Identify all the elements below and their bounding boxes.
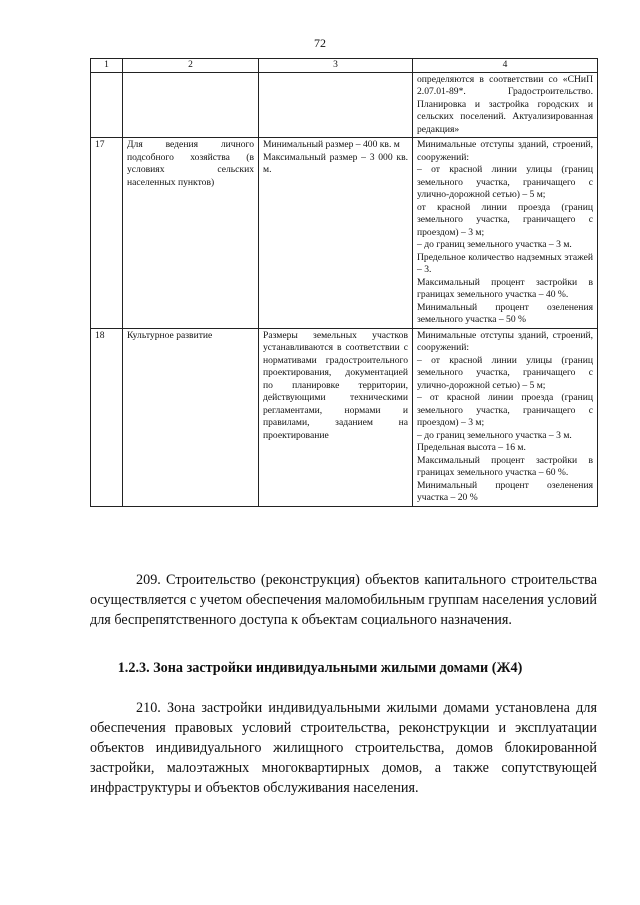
parameter-line: – от красной линии улицы (границ земельного участка, граничащего с улично-дорожной сетью) – 5 м; <box>417 164 593 200</box>
section-heading: 1.2.3. Зона застройки индивидуальными жилыми домами (Ж4) <box>117 660 523 676</box>
parameter-line: – до границ земельного участка – 3 м. <box>417 429 572 441</box>
table-row <box>91 138 598 329</box>
regulations-table <box>90 58 598 507</box>
table-row <box>91 72 598 138</box>
paragraph-209-text: 209. Строительство (реконструкция) объектов капитального строительства осуществляется с учетом обеспечения маломобильным группам населения условий для беспрепятственного доступа к объектам социального назначения. <box>90 572 597 628</box>
size-line: Размеры земельных участков устанавливаются в соответствии с нормативами градостроительного проектирования, документацией по планировке территории, действующими техническими регламентами, нормами и правилами, заданием на проектирование <box>263 329 408 441</box>
use-type-cell <box>123 72 259 138</box>
column-header: 4 <box>413 59 598 73</box>
plot-size-cell <box>259 72 413 138</box>
parameter-line: – до границ земельного участка – 3 м. <box>417 239 572 250</box>
paragraph-209 <box>90 570 597 630</box>
parameter-line: от красной линии проезда (границ земельного участка, граничащего с проездом) – 3 м; <box>417 201 593 238</box>
column-header: 1 <box>91 59 123 73</box>
parameter-line: Минимальный процент озеленения участка – 20 % <box>417 479 593 503</box>
parameters-cell <box>413 328 598 506</box>
size-line: Минимальный размер – 400 кв. м <box>263 139 400 150</box>
parameter-line: Минимальный процент озеленения земельного участка – 50 % <box>417 301 593 325</box>
column-header: 3 <box>259 59 413 73</box>
parameters-cell <box>413 138 598 329</box>
use-type-text: Для ведения личного подсобного хозяйства (в условиях сельских населенных пунктов) <box>127 139 254 188</box>
table-header-row <box>91 59 598 73</box>
parameter-line: Максимальный процент застройки в границах земельного участка – 60 %. <box>417 454 593 478</box>
paragraph-210 <box>90 698 597 798</box>
paragraph-210-text: 210. Зона застройки индивидуальными жилыми домами установлена для обеспечения правовых условий строительства, реконструкции и эксплуатации объектов индивидуального жилищного строительства, домов блокированной застройки, малоэтажных многоквартирных домов, а также сопутствующей инфраструктуры и объектов обслуживания населения. <box>90 700 597 796</box>
use-type-cell <box>123 138 259 329</box>
row-number: 18 <box>91 328 123 506</box>
parameter-line: – от красной линии проезда (границ земельного участка, граничащего с проездом) – 3 м; <box>417 392 593 428</box>
parameters-cell <box>413 72 598 138</box>
parameter-line: Предельная высота – 16 м. <box>417 442 526 453</box>
plot-size-cell <box>259 328 413 506</box>
size-line: Максимальный размер – 3 000 кв. м. <box>263 151 408 175</box>
parameter-line: Минимальные отступы зданий, строений, сооружений: <box>417 139 593 163</box>
page-number: 72 <box>314 36 326 50</box>
row-number: 17 <box>91 138 123 329</box>
parameter-line: Предельное количество надземных этажей – 3. <box>417 251 593 275</box>
parameter-line: Минимальные отступы зданий, строений, сооружений: <box>417 329 593 353</box>
column-header: 2 <box>123 59 259 73</box>
row-number <box>91 72 123 138</box>
parameter-line: Максимальный процент застройки в границах земельного участка – 40 %. <box>417 276 593 300</box>
parameter-line: определяются в соответствии со «СНиП 2.07.01-89*. Градостроительство. Планировка и застройка городских и сельских поселений. Актуализированная редакция» <box>417 73 593 135</box>
parameter-line: – от красной линии улицы (границ земельного участка, граничащего с улично-дорожной сетью) – 5 м; <box>417 354 593 391</box>
table-row <box>91 328 598 506</box>
plot-size-cell <box>259 138 413 329</box>
use-type-cell: Культурное развитие <box>123 328 259 506</box>
